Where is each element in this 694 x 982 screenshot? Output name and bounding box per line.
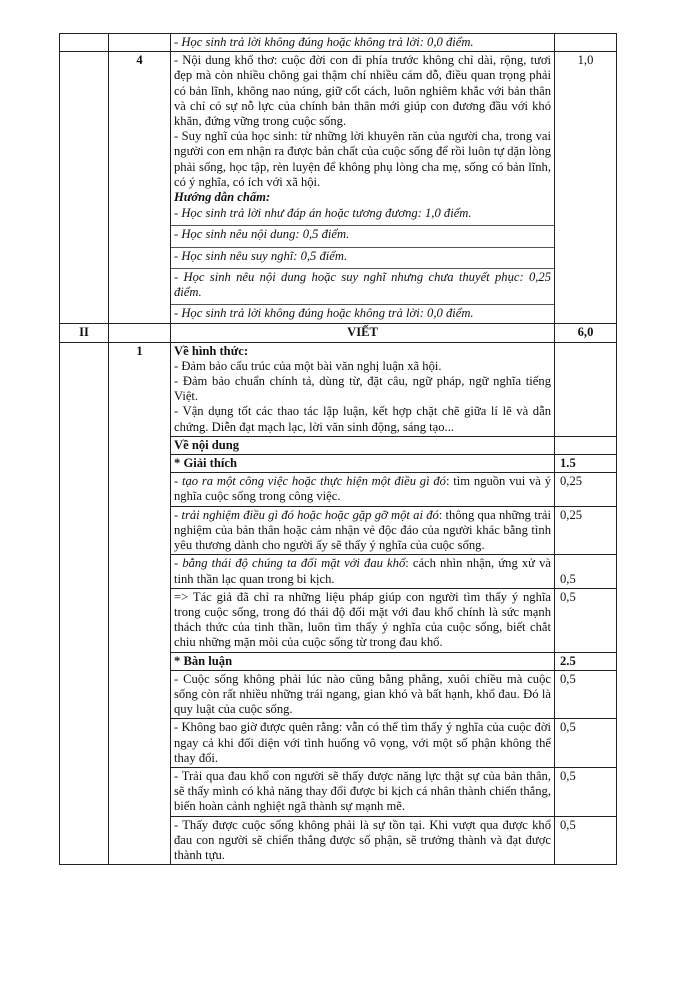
discuss-text: - Trải qua đau khổ con người sẽ thấy được năng lực thật sự của bản thân, sẽ thấy mình có khả năng thay đổi được bi kịch cá nhân thành chiến thắng, biến hoàn cảnh nghiệt ngã thành sự mạnh mẽ. — [171, 767, 555, 816]
form-item: - Đảm bảo cấu trúc của một bài văn nghị luận xã hội. — [174, 358, 442, 373]
answer-para: - Suy nghĩ của học sinh: từ những lời khuyên răn của người cha, trong vai người con em nhận ra được bản chất của cuộc sống để rồi luôn tự dặn lòng phải sống, học tập, rèn luyện để không phụ lòng cha mẹ, sống có bản lĩnh, có ý nghĩa, có ích với xã hội. — [174, 129, 551, 189]
term-lead: - trải nghiệm điều gì đó hoặc hoặc gặp gỡ một ai đó — [174, 507, 439, 522]
guide-line: - Học sinh trả lời không đúng hoặc không trả lời: 0,0 điểm. — [171, 34, 555, 52]
discuss-title: * Bàn luận — [171, 652, 555, 670]
guide-line: - Học sinh nêu nội dung: 0,5 điểm. — [174, 227, 350, 242]
form-title: Về hình thức: — [174, 343, 249, 358]
answer-para: - Nội dung khổ thơ: cuộc đời con đi phía trước không chỉ dài, rộng, tươi đẹp mà còn nhiều chông gai thậm chí nhiều cám dỗ, điều quan trọng phải có bản lĩnh, không nao núng, giữ cốt cách, luôn nghiêm khắc với bản thân và chỉ có sự nỗ lực của chính bản thân mới giúp con đương đầu với khó khăn, đứng vững trong cuộc sống. — [174, 53, 551, 129]
score-cell: 1,0 — [555, 52, 617, 324]
table-row — [60, 34, 617, 52]
term-explanation: : tìm nguồn vui và ý nghĩa cuộc sống trong công việc. — [174, 474, 551, 504]
score-cell: 0,5 — [555, 670, 617, 719]
score-cell: 0,5 — [555, 816, 617, 865]
section-score: 6,0 — [555, 324, 617, 342]
guide-line: - Học sinh nêu suy nghĩ: 0,5 điểm. — [174, 248, 348, 263]
form-cell — [171, 342, 555, 436]
section-header-row — [60, 324, 617, 342]
scoring-table — [59, 33, 617, 865]
discuss-text: - Không bao giờ được quên rằng: vẫn có thể tìm thấy ý nghĩa của cuộc đời ngay cả khi đối diện với tình huống vô vọng, với một số phận không thể thay đổi. — [171, 719, 555, 768]
term-explanation: : cách nhìn nhận, ứng xử và tinh thần lạc quan trong bi kịch. — [174, 556, 552, 586]
form-item: - Đảm bảo chuẩn chính tả, dùng từ, đặt câu, ngữ pháp, ngữ nghĩa tiếng Việt. — [174, 374, 551, 404]
score-cell: 0,5 — [555, 555, 617, 588]
form-item: - Vận dụng tốt các thao tác lập luận, kết hợp chặt chẽ giữa lí lẽ và dẫn chứng. Diễn đạt mạch lạc, lời văn sinh động, sáng tạo... — [174, 404, 551, 434]
conclusion-text: => Tác giả đã chỉ ra những liệu pháp giúp con người tìm thấy ý nghĩa trong cuộc sống, trong đó thái độ đối mặt với đau khổ chính là sức mạnh thách thức của tinh thần, luôn tìm thấy ý nghĩa của cuộc sống, biết chắt chiu những mặn mòi của cuộc sống từ trong đau khổ. — [171, 588, 555, 652]
discuss-text: - Thấy được cuộc sống không phải là sự tồn tại. Khi vượt qua được khổ đau con người sẽ chiến thắng được số phận, sẽ trưởng thành và đạt được thành tựu. — [171, 816, 555, 865]
section-title: VIẾT — [171, 324, 555, 342]
score-cell: 0,5 — [555, 767, 617, 816]
score-cell: 0,5 — [555, 588, 617, 652]
table-row — [60, 52, 617, 324]
guide-title: Hướng dẫn chấm: — [174, 190, 271, 205]
content-title: Về nội dung — [171, 436, 555, 454]
section-roman: II — [60, 324, 109, 342]
score-cell: 0,25 — [555, 506, 617, 555]
explain-score: 1.5 — [555, 455, 617, 473]
score-cell: 0,25 — [555, 473, 617, 506]
question-number: 1 — [109, 342, 171, 865]
score-cell: 0,5 — [555, 719, 617, 768]
discuss-score: 2.5 — [555, 652, 617, 670]
guide-line: - Học sinh trả lời như đáp án hoặc tương đương: 1,0 điểm. — [174, 206, 472, 221]
term-lead: - tạo ra một công việc hoặc thực hiện một điều gì đó — [174, 474, 446, 489]
table-row — [60, 342, 617, 436]
explain-title: * Giải thích — [171, 455, 555, 473]
term-explanation: : thông qua những trải nghiệm của bản thân hoặc cảm nhận vẻ độc đáo của người khác bằng tình yêu thương dành cho người ấy sẽ thấy ý nghĩa của cuộc sống. — [174, 507, 551, 553]
discuss-text: - Cuộc sống không phải lúc nào cũng bằng phẳng, xuôi chiều mà cuộc sống còn rất nhiều những trái ngang, gian khó và bất hạnh, khổ đau. Đó là quy luật của cuộc sống. — [171, 670, 555, 719]
answer-cell — [171, 52, 555, 324]
guide-line: - Học sinh nêu nội dung hoặc suy nghĩ nhưng chưa thuyết phục: 0,25 điểm. — [174, 269, 551, 300]
term-lead: - bằng thái độ chúng ta đối mặt với đau khổ — [174, 556, 406, 571]
guide-line: - Học sinh trả lời không đúng hoặc không trả lời: 0,0 điểm. — [174, 306, 474, 321]
question-number: 4 — [109, 52, 171, 324]
